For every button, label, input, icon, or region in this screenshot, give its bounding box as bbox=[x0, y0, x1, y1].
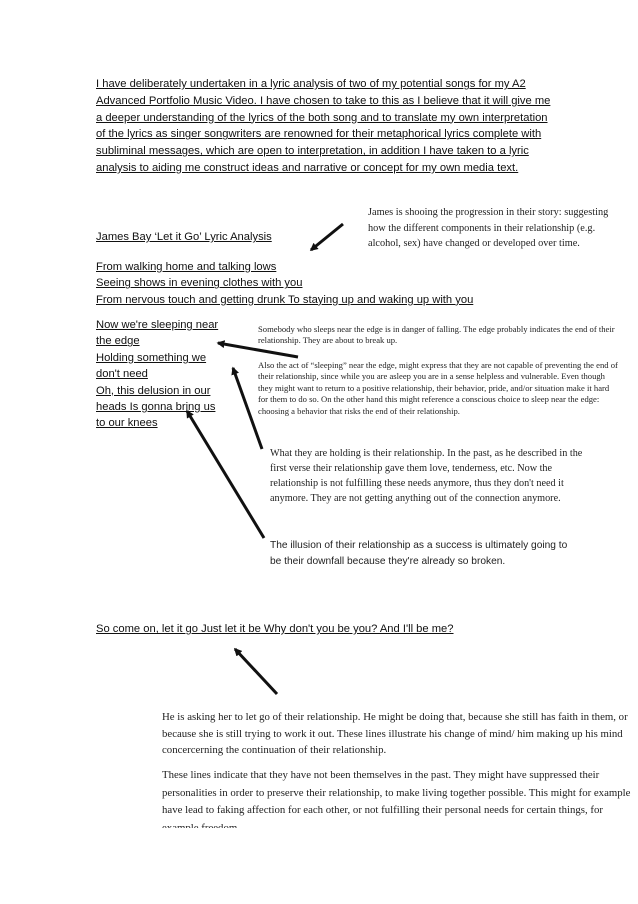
lyric-line: don't need bbox=[96, 368, 148, 381]
arrow-to-holding bbox=[233, 368, 262, 449]
lyric-line: From nervous touch and getting drunk To staying up and waking up with you bbox=[96, 293, 474, 306]
arrow-to-chorus bbox=[235, 649, 277, 694]
annotation-themselves: These lines indicate that they have not been themselves in the past. They might have suppressed their personalities in order to preserve their relationship, to make living together possible. This might for example have lead to faking affection for each other, or not fulfilling their personal needs for certain things, for bbox=[162, 769, 631, 816]
annotation-holding: What they are holding is their relationship. In the past, as he described in the first verse their relationship gave them love, tenderness, etc. Now the relationship is not fulfilling these needs anymore, thus they don't need it anymore. They are not getting anything out of the connection anymore. bbox=[270, 448, 583, 504]
annotation-edge: Somebody who sleeps near the edge is in danger of falling. The edge probably indicates the end of their relationship. They are about to break up. bbox=[258, 324, 615, 346]
lyric-line: heads Is gonna bring us bbox=[96, 401, 216, 414]
annotation-sleeping: Also the act of “sleeping” near the edge, might express that they are not capable of preventing the end of their relationship, since while you are asleep you are in a sense helpless and vulnerable. Even though they might want to return to a positive relationship, their behavior, pride, and/or situation make it hard for them to do so. On the other hand this might reference a conscious choice to sleep near the edge: choosing a behavior that risks the end of their relationship. bbox=[258, 360, 618, 416]
intro-paragraph: I have deliberately undertaken in a lyric analysis of two of my potential songs for my A2 Advanced Portfolio Music Video. I have chosen to take to this as I believe that it will give me a deeper understanding of the lyrics of the both song and to translate my own interpretation of the lyrics as singer songwriters are renowned for their metaphorical lyrics complete with subliminal messages, which are open to interpretation, in addition I have taken to a lyric analysis to aiding me construct ideas and narrative or concept for my own media text. bbox=[96, 78, 551, 174]
annotation-let-go: He is asking her to let go of their relationship. He might be doing that, because she still has faith in them, or because she is still trying to work it out. These lines illustrate his change of mind/ him making up his mind concercerning the continuation of their relationship. bbox=[162, 711, 628, 756]
lyric-line: From walking home and talking lows bbox=[96, 261, 277, 273]
annotation-illusion: The illusion of their relationship as a success is ultimately going to be their downfall because they're already so broken. bbox=[270, 540, 568, 567]
lyric-line: Holding something we bbox=[96, 351, 207, 364]
arrow-to-delusion bbox=[187, 411, 264, 538]
chorus-line: So come on, let it go Just let it be Why don't you be you? And I'll be me? bbox=[96, 623, 454, 635]
arrow-to-edge bbox=[218, 343, 298, 357]
analysis-title: James Bay ‘Let it Go’ Lyric Analysis bbox=[96, 231, 272, 243]
lyric-line: to our knees bbox=[96, 417, 158, 430]
lyric-line: Seeing shows in evening clothes with you bbox=[96, 277, 303, 290]
arrow-to-verse-one bbox=[311, 224, 343, 250]
annotation-progression: James is shooing the progression in their story: suggesting how the different components in their relationship (e.g. alcohol, sex) have changed or developed over time. bbox=[368, 207, 609, 249]
lyric-line: the edge bbox=[96, 335, 140, 348]
lyric-line: Oh, this delusion in our bbox=[96, 384, 211, 397]
lyric-line: Now we're sleeping near bbox=[96, 319, 219, 331]
